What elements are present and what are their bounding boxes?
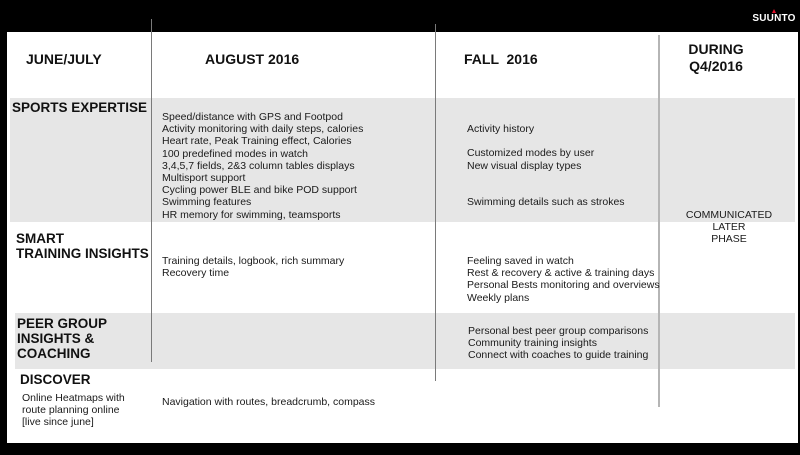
header-q4-line1: DURING (688, 41, 744, 57)
roadmap-table (7, 32, 798, 443)
list-item: 100 predefined modes in watch (162, 147, 308, 160)
category-smart-training-insights (16, 231, 149, 261)
category-line: TRAINING INSIGHTS (16, 246, 149, 261)
category-line: COACHING (17, 346, 91, 361)
list-item: Swimming details such as strokes (467, 196, 625, 209)
header-fall-2016: FALL 2016 (464, 51, 538, 67)
list-item: New visual display types (467, 159, 582, 172)
list-item: HR memory for swimming, teamsports (162, 208, 341, 221)
list-item: Customized modes by user (467, 147, 595, 160)
list-item: Cycling power BLE and bike POD support (162, 184, 357, 197)
list-item: route planning online (22, 404, 120, 417)
list-item: Personal Bests monitoring and overviews (467, 279, 660, 292)
list-item: [live since june] (22, 416, 94, 429)
header-q4-line2: Q4/2016 (689, 58, 743, 74)
list-item: Swimming features (162, 196, 252, 209)
header-june-july: JUNE/JULY (26, 51, 102, 67)
list-item: Activity history (467, 123, 535, 135)
list-item: Rest & recovery & active & training days (467, 267, 655, 280)
fall-peer-list (468, 325, 648, 362)
column-divider-3 (658, 35, 660, 407)
list-item: Speed/distance with GPS and Footpod (162, 111, 343, 123)
q4-note-line: COMMUNICATED (685, 209, 773, 221)
suunto-logo (752, 9, 796, 24)
row-band-sports (10, 98, 795, 222)
list-item: 3,4,5,7 fields, 2&3 column tables displays (162, 159, 355, 172)
fall-smart-list (467, 255, 660, 304)
q4-note-line: PHASE (711, 233, 747, 246)
column-divider-stub (435, 24, 436, 32)
category-peer-group (17, 316, 107, 361)
list-item: Online Heatmaps with (22, 392, 125, 404)
august-discover-list (162, 396, 375, 408)
august-sports-list (162, 111, 363, 221)
june-discover-list (22, 392, 125, 429)
column-divider-2 (435, 32, 436, 381)
fall-sports-list (467, 123, 625, 208)
category-sports-expertise: SPORTS EXPERTISE (12, 100, 148, 115)
logo-text: SUUNTO (752, 13, 796, 24)
list-item: Training details, logbook, rich summary (162, 255, 345, 267)
category-discover: DISCOVER (20, 372, 91, 387)
list-item: Feeling saved in watch (467, 255, 574, 267)
august-smart-list (162, 255, 344, 279)
list-item: Activity monitoring with daily steps, calories (162, 123, 364, 136)
category-line: INSIGHTS & (17, 331, 95, 346)
list-item: Heart rate, Peak Training effect, Calories (162, 135, 352, 148)
header-q4-2016 (672, 41, 760, 75)
list-item: Multisport support (162, 171, 246, 184)
list-item: Personal best peer group comparisons (468, 325, 649, 337)
column-divider-1 (151, 32, 152, 362)
list-item: Connect with coaches to guide training (468, 349, 649, 362)
category-line: PEER GROUP (17, 316, 108, 331)
list-item: Weekly plans (467, 291, 530, 304)
list-item: Recovery time (162, 267, 230, 280)
list-item: Community training insights (468, 337, 597, 350)
list-item: Navigation with routes, breadcrumb, compass (162, 396, 376, 408)
q4-note (667, 209, 791, 246)
header-august-2016: AUGUST 2016 (205, 51, 300, 67)
category-line: SMART (16, 231, 64, 246)
row-band-peer (42, 313, 795, 369)
q4-note-line: LATER (712, 221, 746, 234)
column-divider-stub (151, 19, 152, 32)
